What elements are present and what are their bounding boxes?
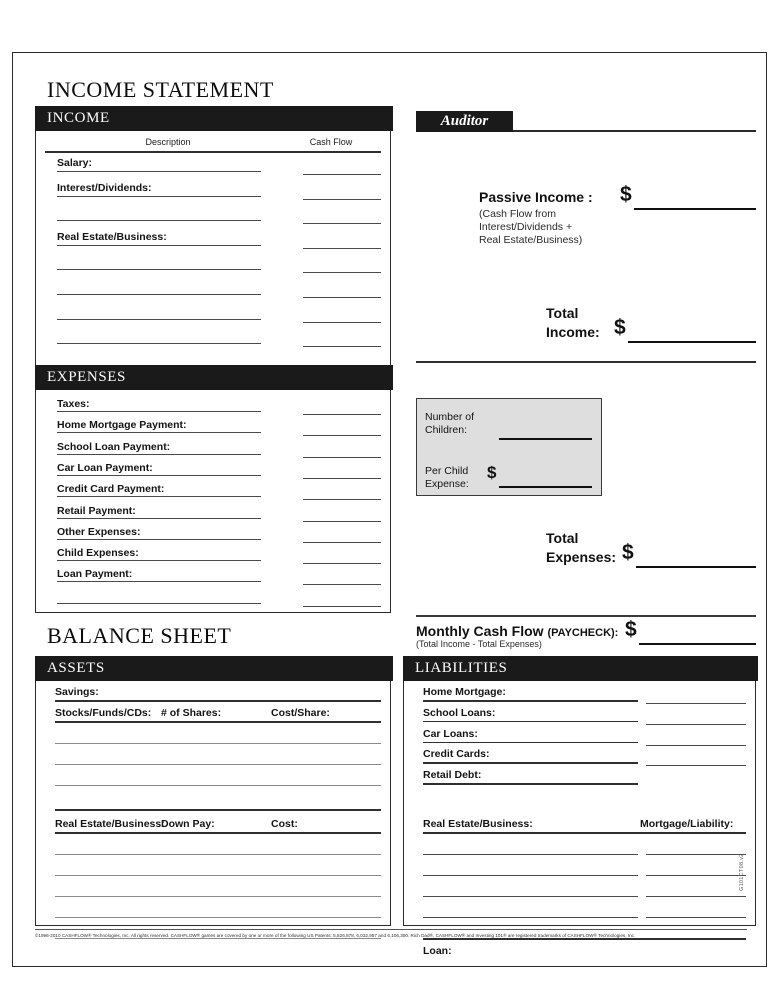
liability-row-name-line[interactable] — [423, 762, 638, 764]
income-header-rule — [45, 151, 381, 153]
auditor-header-rule — [513, 130, 756, 132]
assets-stocks-label: Stocks/Funds/CDs: — [55, 707, 152, 719]
liability-realestate-amount-line[interactable] — [646, 917, 746, 918]
per-child-expense-currency: $ — [487, 463, 497, 482]
income-row-cashflow-line[interactable] — [303, 199, 381, 200]
income-row-description-line[interactable] — [57, 196, 261, 197]
liability-realestate-amount-line[interactable] — [646, 896, 746, 897]
income-description-header: Description — [145, 137, 191, 147]
expense-row-description-line[interactable] — [57, 518, 261, 519]
expense-row-label: Car Loan Payment: — [57, 461, 153, 474]
monthly-cash-flow-main-text: Monthly Cash Flow — [416, 623, 544, 639]
per-child-expense-label-1: Per Child — [425, 465, 469, 477]
liability-row-label: Car Loans: — [423, 727, 478, 740]
form-page — [12, 52, 767, 967]
expense-row-description-line[interactable] — [57, 411, 261, 412]
passive-income-label: Passive Income : — [479, 189, 593, 205]
footer-copyright: ©1996-2010 CASHFLOW® Technologies, Inc. All rights reserved. CASHFLOW® games are covered by one or more of the following US Patents: 5,826,878, 6,032,957 and 6,106,300. Rich Dad®, CASHFLOW® and Investing 101® are registered trademarks of CASHFLOW® Technologies, Inc. — [35, 933, 636, 938]
expense-row-description-line[interactable] — [57, 475, 261, 476]
expense-row-amount-line[interactable] — [303, 542, 381, 543]
liability-realestate-label: Real Estate/Business: — [423, 818, 533, 830]
expense-row-amount-line[interactable] — [303, 606, 381, 607]
assets-stock-entry-line[interactable] — [55, 743, 381, 744]
expense-row-label: Credit Card Payment: — [57, 483, 165, 496]
expenses-section-bar — [35, 365, 393, 390]
total-expenses-input-line[interactable] — [636, 566, 756, 568]
expense-row-label: Taxes: — [57, 398, 90, 410]
monthly-cash-flow-rule — [416, 615, 756, 617]
assets-realestate-entry-line[interactable] — [55, 938, 381, 939]
liability-row-label: Credit Cards: — [423, 748, 490, 761]
income-row-description-line[interactable] — [57, 245, 261, 246]
number-of-children-label-2: Children: — [425, 424, 468, 436]
liability-row-amount-line[interactable] — [646, 724, 746, 725]
income-row-cashflow-line[interactable] — [303, 346, 381, 347]
balance-sheet-title: BALANCE SHEET — [47, 623, 232, 648]
liability-row-name-line[interactable] — [423, 783, 638, 785]
income-row-cashflow-line[interactable] — [303, 248, 381, 249]
assets-downpay-label: Down Pay: — [161, 818, 215, 830]
expense-row-description-line[interactable] — [57, 603, 261, 604]
income-row-description-line[interactable] — [57, 269, 261, 270]
assets-realestate-header-line — [55, 832, 381, 834]
assets-realestate-entry-line[interactable] — [55, 875, 381, 876]
liability-row-label: School Loans: — [423, 706, 496, 719]
liabilities-bar-label: LIABILITIES — [415, 660, 508, 676]
expenses-bar-label: EXPENSES — [47, 369, 126, 385]
expense-row-amount-line[interactable] — [303, 521, 381, 522]
liability-realestate-entry-line[interactable] — [423, 875, 638, 876]
income-row-cashflow-line[interactable] — [303, 272, 381, 273]
liability-row-name-line[interactable] — [423, 700, 638, 702]
auditor-divider-rule — [416, 361, 756, 363]
expense-row-amount-line[interactable] — [303, 563, 381, 564]
liability-row-amount-line[interactable] — [646, 765, 746, 766]
assets-stocks-bottom-line — [55, 809, 381, 811]
income-bar-label: INCOME — [47, 110, 110, 126]
monthly-cash-flow-label — [416, 623, 618, 639]
assets-realestate-entry-line[interactable] — [55, 917, 381, 918]
income-section-bar — [35, 106, 393, 131]
expense-row-amount-line[interactable] — [303, 499, 381, 500]
income-row-description-line[interactable] — [57, 220, 261, 221]
income-cashflow-header: Cash Flow — [309, 137, 353, 147]
monthly-cash-flow-input-line[interactable] — [639, 643, 756, 645]
assets-realestate-entry-line[interactable] — [55, 854, 381, 855]
form-code-label: G101CT08.v2 — [739, 853, 745, 891]
income-statement-title: INCOME STATEMENT — [47, 77, 274, 102]
liability-realestate-entry-line[interactable] — [423, 896, 638, 897]
total-income-label-2: Income: — [546, 324, 600, 340]
income-row-cashflow-line[interactable] — [303, 322, 381, 323]
auditor-section-bar — [416, 111, 513, 132]
expense-row-description-line[interactable] — [57, 432, 261, 433]
total-income-label-1: Total — [546, 305, 579, 321]
liabilities-section-bar — [403, 656, 758, 681]
footer-divider — [35, 929, 747, 930]
income-row-label: Interest/Dividends: — [57, 181, 152, 194]
expense-row-label: Other Expenses: — [57, 525, 141, 538]
liability-row-label: Home Mortgage: — [423, 686, 506, 698]
liability-realestate-header-line — [423, 832, 746, 834]
assets-stocks-header-line — [55, 721, 381, 723]
liability-loan-top-line — [423, 938, 746, 940]
number-of-children-label-1: Number of — [425, 411, 475, 423]
assets-savings-line[interactable] — [55, 700, 381, 702]
liability-realestate-amount-line[interactable] — [646, 875, 746, 876]
expense-row-label: Loan Payment: — [57, 568, 133, 581]
income-row-cashflow-line[interactable] — [303, 223, 381, 224]
assets-stock-entry-line[interactable] — [55, 785, 381, 786]
expense-row-description-line[interactable] — [57, 581, 261, 582]
income-row-cashflow-line[interactable] — [303, 174, 381, 175]
expense-row-amount-line[interactable] — [303, 478, 381, 479]
expense-row-amount-line[interactable] — [303, 457, 381, 458]
liability-row-label: Retail Debt: — [423, 769, 482, 782]
assets-savings-label: Savings: — [55, 686, 99, 698]
expense-row-label: Retail Payment: — [57, 504, 136, 517]
assets-realestate-entry-line[interactable] — [55, 896, 381, 897]
expense-row-description-line[interactable] — [57, 539, 261, 540]
passive-income-note-2: Interest/Dividends + — [479, 221, 573, 233]
liability-realestate-amount-line[interactable] — [646, 854, 746, 855]
liability-realestate-entry-line[interactable] — [423, 917, 638, 918]
number-of-children-input-line[interactable] — [499, 438, 592, 440]
liability-loan-label: Loan: — [423, 945, 452, 957]
passive-income-input-line[interactable] — [634, 208, 756, 210]
total-income-currency: $ — [614, 316, 626, 339]
expense-row-amount-line[interactable] — [303, 435, 381, 436]
assets-cost-label: Cost: — [271, 818, 298, 830]
assets-stock-entry-line[interactable] — [55, 764, 381, 765]
passive-income-note-1: (Cash Flow from — [479, 208, 557, 220]
income-row-description-line[interactable] — [57, 171, 261, 172]
expense-row-label: Child Expenses: — [57, 547, 139, 560]
income-row-label: Salary: — [57, 157, 93, 169]
expense-row-description-line[interactable] — [57, 454, 261, 455]
assets-costshare-label: Cost/Share: — [271, 707, 330, 719]
liability-realestate-entry-line[interactable] — [423, 854, 638, 855]
per-child-expense-label-2: Expense: — [425, 478, 469, 490]
total-income-input-line[interactable] — [628, 341, 756, 343]
expense-row-description-line[interactable] — [57, 560, 261, 561]
liability-row-amount-line[interactable] — [646, 703, 746, 704]
per-child-expense-input-line[interactable] — [499, 486, 592, 488]
monthly-cash-flow-sub-note: (Total Income - Total Expenses) — [416, 639, 542, 649]
liability-row-name-line[interactable] — [423, 721, 638, 723]
income-row-description-line[interactable] — [57, 319, 261, 320]
income-row-label: Real Estate/Business: — [57, 230, 167, 243]
monthly-cash-flow-paycheck-text: (PAYCHECK): — [547, 627, 619, 639]
expense-row-amount-line[interactable] — [303, 584, 381, 585]
assets-bar-label: ASSETS — [47, 660, 105, 676]
total-expenses-label-1: Total — [546, 530, 579, 546]
income-row-cashflow-line[interactable] — [303, 297, 381, 298]
expense-row-amount-line[interactable] — [303, 414, 381, 415]
total-expenses-currency: $ — [622, 541, 634, 564]
liability-row-amount-line[interactable] — [646, 745, 746, 746]
auditor-bar-label: Auditor — [440, 113, 489, 129]
passive-income-note-3: Real Estate/Business) — [479, 234, 583, 246]
expense-row-label: School Loan Payment: — [57, 440, 171, 453]
assets-realestate-label: Real Estate/Business: — [55, 818, 165, 830]
assets-section-bar — [35, 656, 393, 681]
liability-row-name-line[interactable] — [423, 742, 638, 744]
expense-row-label: Home Mortgage Payment: — [57, 419, 187, 432]
assets-shares-label: # of Shares: — [161, 707, 222, 719]
passive-income-currency: $ — [620, 183, 632, 206]
expense-row-description-line[interactable] — [57, 496, 261, 497]
income-row-description-line[interactable] — [57, 343, 261, 344]
income-row-description-line[interactable] — [57, 294, 261, 295]
monthly-cash-flow-currency: $ — [625, 618, 637, 641]
total-expenses-label-2: Expenses: — [546, 549, 617, 565]
liability-mortgage-label: Mortgage/Liability: — [640, 818, 734, 830]
